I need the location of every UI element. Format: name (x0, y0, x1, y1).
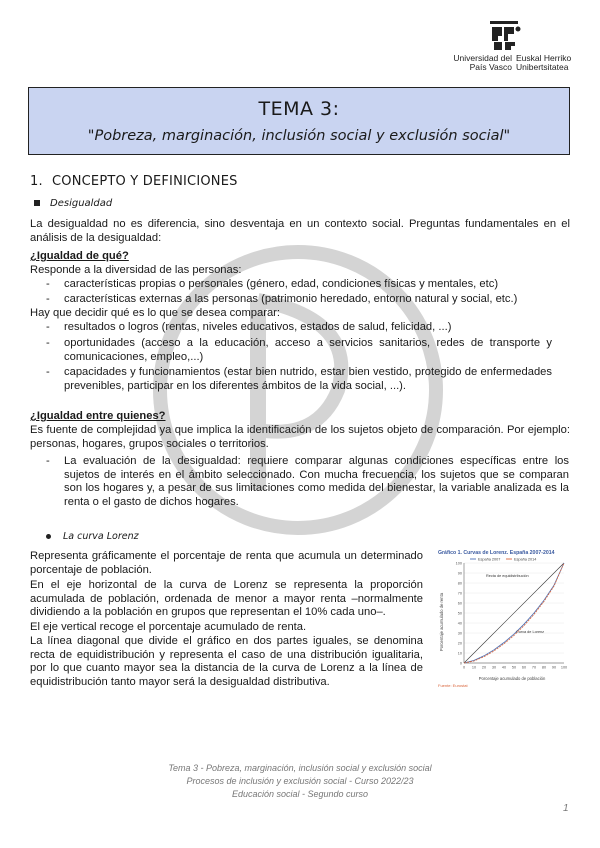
desigualdad-intro: La desigualdad no es diferencia, sino desventaja en un contexto social. Preguntas fundamentales en el análisis de la desigualdad: (30, 218, 570, 244)
q1-intro2: Hay que decidir qué es lo que se desea comparar: (30, 307, 281, 319)
x-tick-label: 10 (471, 665, 477, 670)
y-axis-label: Porcentaje acumulado de renta (439, 592, 444, 652)
subheading-desigualdad (34, 198, 112, 209)
y-tick-label: 100 (455, 561, 462, 566)
lorenz-paragraph: En el eje horizontal de la curva de Lorenz se representa la proporción acumulada de población, ordenada de menor a mayor renta –normalmente dividiendo a la población en grupos que representan el 10% cada uno–. (30, 579, 423, 619)
lorenz-paragraph: La línea diagonal que divide el gráfico en dos partes iguales, se denomina recta de equidistribución y representa el caso de una distribución igualitaria, por lo que cuanto mayor sea la distancia de la curva de Lorenz a la línea de equidistribución tanto mayor será la desigualdad distributiva. (30, 635, 423, 688)
y-tick-label: 20 (457, 641, 462, 646)
annotation-lorenz: Curva de Lorenz (516, 630, 545, 634)
y-tick-label: 60 (457, 601, 462, 606)
x-tick-label: 0 (462, 665, 466, 670)
legend-label: España 2014 (514, 557, 537, 562)
section-number: 1. (30, 174, 43, 189)
chart-title: Gráfico 1. Curvas de Lorenz. España 2007-2014 (438, 550, 555, 556)
title-box (28, 87, 570, 155)
footer-line: Tema 3 - Pobreza, marginación, inclusión social y exclusión social (168, 763, 432, 773)
x-tick-label: 80 (541, 665, 547, 670)
lorenz-chart (434, 547, 576, 689)
x-tick-label: 60 (521, 665, 527, 670)
question-igualdad-de-que: ¿Igualdad de qué? (30, 250, 129, 262)
topic-subtitle: "Pobreza, marginación, inclusión social y exclusión social" (87, 128, 511, 144)
university-emblem-icon (444, 20, 574, 52)
x-tick-label: 50 (511, 665, 517, 670)
square-bullet-icon (34, 200, 40, 206)
x-tick-label: 20 (481, 665, 487, 670)
lorenz-paragraph: Representa gráficamente el porcentaje de renta que acumula un determinado porcentaje de población. (30, 550, 423, 576)
q2-text: Es fuente de complejidad ya que implica la identificación de los sujetos objeto de comparación. Por ejemplo: personas, hogares, grupos sociales o territorios. (30, 424, 570, 450)
x-tick-label: 70 (531, 665, 537, 670)
footer-line: Procesos de inclusión y exclusión social - Curso 2022/23 (186, 776, 414, 786)
page-number: 1 (563, 803, 569, 814)
subheading-lorenz-label: La curva Lorenz (63, 531, 139, 542)
question-igualdad-entre-quienes: ¿Igualdad entre quienes? (30, 410, 166, 422)
round-bullet-icon (46, 534, 51, 539)
university-logo (444, 20, 574, 74)
x-axis-label: Porcentaje acumulado de población (478, 676, 546, 681)
y-tick-label: 30 (457, 631, 462, 636)
x-tick-label: 90 (551, 665, 557, 670)
university-name-eu: Euskal Herriko Unibertsitatea (516, 53, 572, 72)
footer-line: Educación social - Segundo curso (231, 789, 369, 799)
university-name-es: Universidad del País Vasco (453, 53, 512, 72)
x-tick-label: 30 (491, 665, 497, 670)
q1-intro: Responde a la diversidad de las personas: (30, 264, 242, 276)
annotation-equality: Recta de equidistribución (486, 574, 529, 578)
subheading-desigualdad-label: Desigualdad (50, 198, 113, 209)
x-tick-label: 40 (501, 665, 507, 670)
topic-title: TEMA 3: (258, 98, 340, 120)
y-tick-label: 80 (457, 581, 462, 586)
chart-source: Fuente: Eurostat (438, 683, 468, 688)
y-tick-label: 70 (457, 591, 462, 596)
y-tick-label: 0 (459, 661, 462, 666)
y-tick-label: 90 (457, 571, 462, 576)
page-footer (0, 762, 600, 801)
x-tick-label: 100 (560, 665, 568, 670)
lorenz-paragraph: El eje vertical recoge el porcentaje acumulado de renta. (30, 621, 307, 633)
y-tick-label: 10 (457, 651, 462, 656)
subheading-lorenz (46, 531, 139, 542)
y-tick-label: 50 (457, 611, 462, 616)
section-heading (30, 174, 238, 189)
section-title: CONCEPTO Y DEFINICIONES (52, 174, 238, 189)
legend-label: España 2007 (478, 557, 501, 562)
y-tick-label: 40 (457, 621, 462, 626)
